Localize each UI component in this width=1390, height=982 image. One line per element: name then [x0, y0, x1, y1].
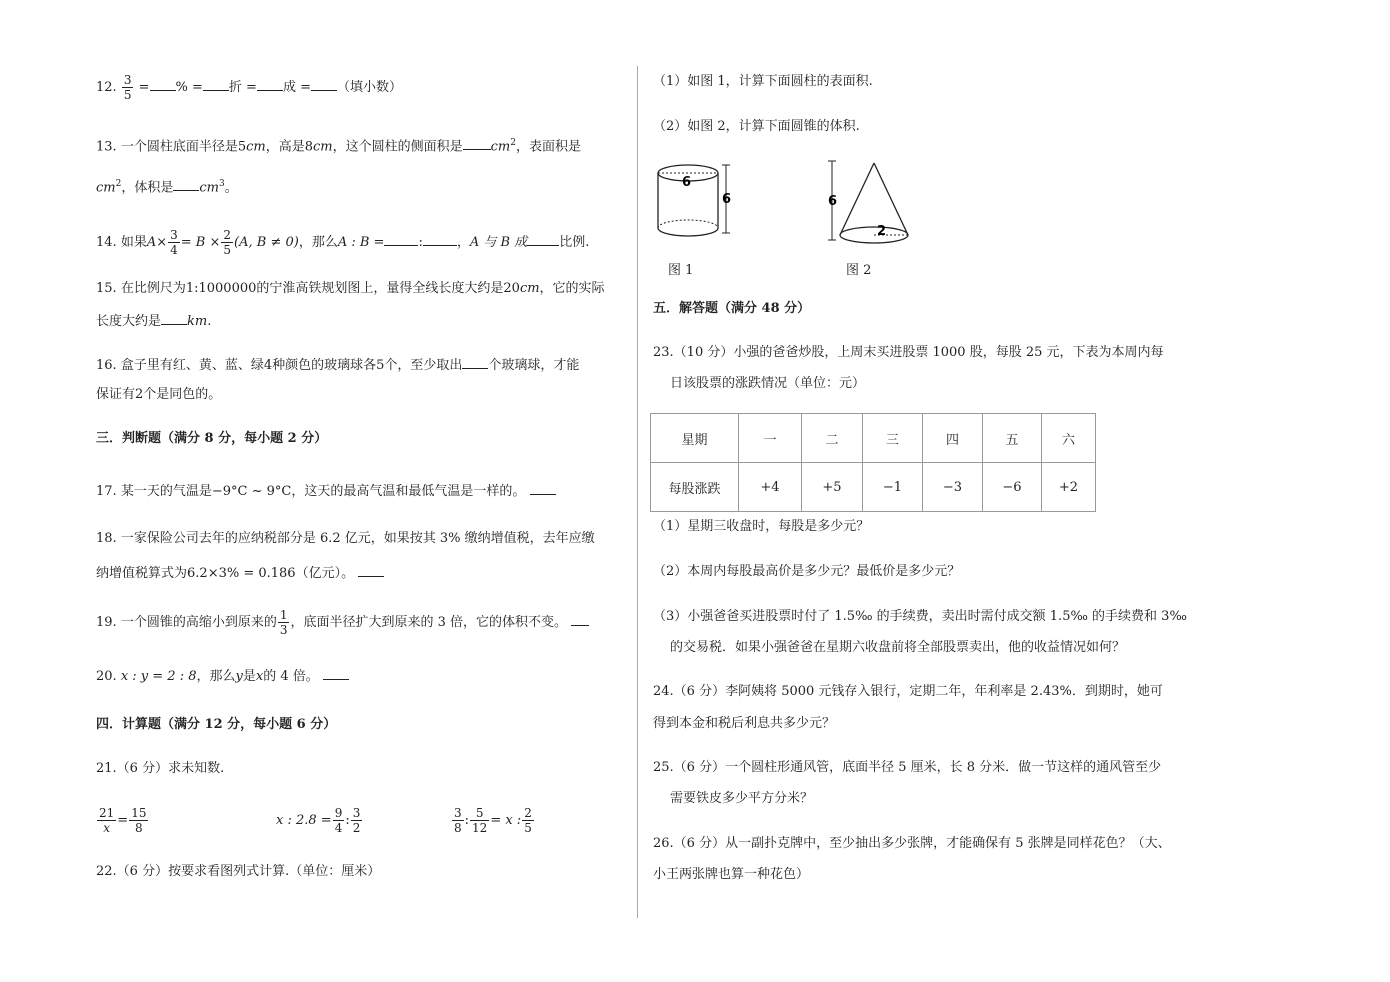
question-14: 14. 如果A× $\frac{3}{4}$ = B × $\frac{2}{5}$ (A, B ≠ 0)，那么A : B = : ，A 与 B 成 比例.	[96, 228, 590, 257]
table-header-cell: 星期	[651, 414, 739, 463]
q22-part1: （1）如图 1，计算下面圆柱的表面积.	[653, 74, 873, 89]
table-cell: +2	[1042, 463, 1096, 512]
table-header-cell: 六	[1042, 414, 1096, 463]
question-16-line2: 保证有2个是同色的。	[96, 387, 222, 402]
answer-blank	[384, 231, 418, 246]
section-3-heading: 三．判断题（满分 8 分，每小题 2 分）	[96, 431, 328, 446]
question-21-label: 21.（6 分）求未知数.	[96, 761, 225, 776]
answer-blank	[161, 310, 187, 325]
question-23-sub1: （1）星期三收盘时，每股是多少元？	[653, 519, 870, 534]
cylinder-height-label: 6	[722, 192, 732, 207]
question-13-line2: $cm^2$，体积是 $cm^3$。	[96, 174, 238, 198]
question-20: 20. x : y = 2 : 8，那么y是x的 4 倍。	[96, 665, 349, 687]
cylinder-diameter-label: 6	[682, 175, 692, 190]
question-24-line1: 24.（6 分）李阿姨将 5000 元钱存入银行，定期二年，年利率是 2.43%．到期时，她可	[653, 684, 1163, 699]
q22-part2: （2）如图 2，计算下面圆锥的体积.	[653, 119, 860, 134]
answer-blank	[150, 76, 176, 91]
cylinder-figure	[650, 155, 740, 255]
question-23-sub3-line2: 的交易税．如果小强爸爸在星期六收盘前将全部股票卖出，他的收益情况如何？	[670, 640, 1126, 655]
question-23-sub2: （2）本周内每股最高价是多少元？最低价是多少元？	[653, 564, 961, 579]
answer-blank	[358, 562, 384, 577]
cone-height-label: 6	[828, 194, 838, 209]
question-18-line1: 18. 一家保险公司去年的应纳税部分是 6.2 亿元，如果按其 3% 缴纳增值税，去年应缴	[96, 531, 595, 546]
question-13-line1: 13. 一个圆柱底面半径是5cm，高是8cm，这个圆柱的侧面积是 $cm^2$，表面积是	[96, 133, 581, 157]
cylinder-bottom	[658, 228, 718, 236]
answer-blank	[462, 354, 488, 369]
column-divider	[637, 66, 638, 918]
figure-1-caption: 图 1	[668, 263, 694, 278]
table-header-cell: 二	[802, 414, 863, 463]
equation-1: $\frac{21}{x}=$ $\frac{15}{8}$	[99, 806, 147, 835]
question-15-line1: 15. 在比例尺为1:1000000的宁淮高铁规划图上，量得全线长度大约是20cm，它的实际	[96, 281, 605, 296]
question-26-line2: 小王两张牌也算一种花色）	[653, 867, 810, 882]
cone-figure	[822, 155, 922, 255]
question-16-line1: 16. 盒子里有红、黄、蓝、绿4种颜色的玻璃球各5个，至少取出 个玻璃球，才能	[96, 354, 579, 376]
question-24-line2: 得到本金和税后利息共多少元？	[653, 716, 836, 731]
answer-blank	[257, 76, 283, 91]
table-cell: −6	[983, 463, 1042, 512]
answer-blank	[530, 480, 556, 495]
table-cell: +4	[739, 463, 802, 512]
question-18-line2: 纳增值税算式为6.2×3% = 0.186（亿元）。	[96, 562, 384, 584]
question-23-line2: 日该股票的涨跌情况（单位：元）	[670, 376, 866, 391]
table-cell: −1	[863, 463, 923, 512]
question-19: 19. 一个圆锥的高缩小到原来的 $\frac{1}{3}$ ，底面半径扩大到原来的 3 倍，它的体积不变。	[96, 608, 589, 637]
answer-blank	[571, 611, 589, 626]
answer-blank	[527, 231, 559, 246]
answer-blank	[423, 231, 457, 246]
section-4-heading: 四．计算题（满分 12 分，每小题 6 分）	[96, 717, 337, 732]
answer-blank	[311, 76, 337, 91]
question-17: 17. 某一天的气温是−9°C ~ 9°C，这天的最高气温和最低气温是一样的。	[96, 480, 556, 502]
question-15-line2: 长度大约是 km.	[96, 310, 211, 332]
cone-radius-label: 2	[877, 224, 887, 239]
table-header-cell: 三	[863, 414, 923, 463]
question-26-line1: 26.（6 分）从一副扑克牌中，至少抽出多少张牌，才能确保有 5 张牌是同样花色？（大、	[653, 836, 1171, 851]
table-cell: −3	[923, 463, 983, 512]
table-row	[651, 463, 1096, 512]
answer-blank	[463, 135, 491, 150]
question-12: 12. $\frac{3}{5}$ = % = 折 = 成 = （填小数）	[96, 73, 402, 102]
question-25-line1: 25.（6 分）一个圆柱形通风管，底面半径 5 厘米，长 8 分米．做一节这样的通风管至少	[653, 760, 1162, 775]
answer-blank	[323, 665, 349, 680]
table-header-cell: 一	[739, 414, 802, 463]
answer-blank	[173, 176, 199, 191]
question-23-line1: 23.（10 分）小强的爸爸炒股，上周末买进股票 1000 股，每股 25 元，下表为本周内每	[653, 345, 1164, 360]
table-header-cell: 四	[923, 414, 983, 463]
table-header-cell: 五	[983, 414, 1042, 463]
question-25-line2: 需要铁皮多少平方分米？	[670, 791, 814, 806]
question-22: 22.（6 分）按要求看图列式计算.（单位：厘米）	[96, 864, 381, 879]
table-row	[651, 414, 1096, 463]
cylinder-bottom-hidden	[658, 220, 718, 228]
stock-table	[650, 413, 1096, 512]
cone-side	[840, 163, 874, 235]
table-cell: +5	[802, 463, 863, 512]
equation-3: $\frac{3}{8}$ : $\frac{5}{12}$ = x : $\frac{2}{5}$	[454, 806, 532, 835]
question-23-sub3-line1: （3）小强爸爸买进股票时付了 1.5‰ 的手续费，卖出时需付成交额 1.5‰ 的手续费和 3‰	[653, 609, 1187, 624]
answer-blank	[203, 76, 229, 91]
equation-2: x : 2.8 = $\frac{9}{4}$ : $\frac{3}{2}$	[276, 806, 361, 835]
table-cell: 每股涨跌	[651, 463, 739, 512]
figure-2-caption: 图 2	[846, 263, 872, 278]
section-5-heading: 五．解答题（满分 48 分）	[653, 301, 811, 316]
fraction: $\frac{3}{5}$	[123, 73, 132, 102]
